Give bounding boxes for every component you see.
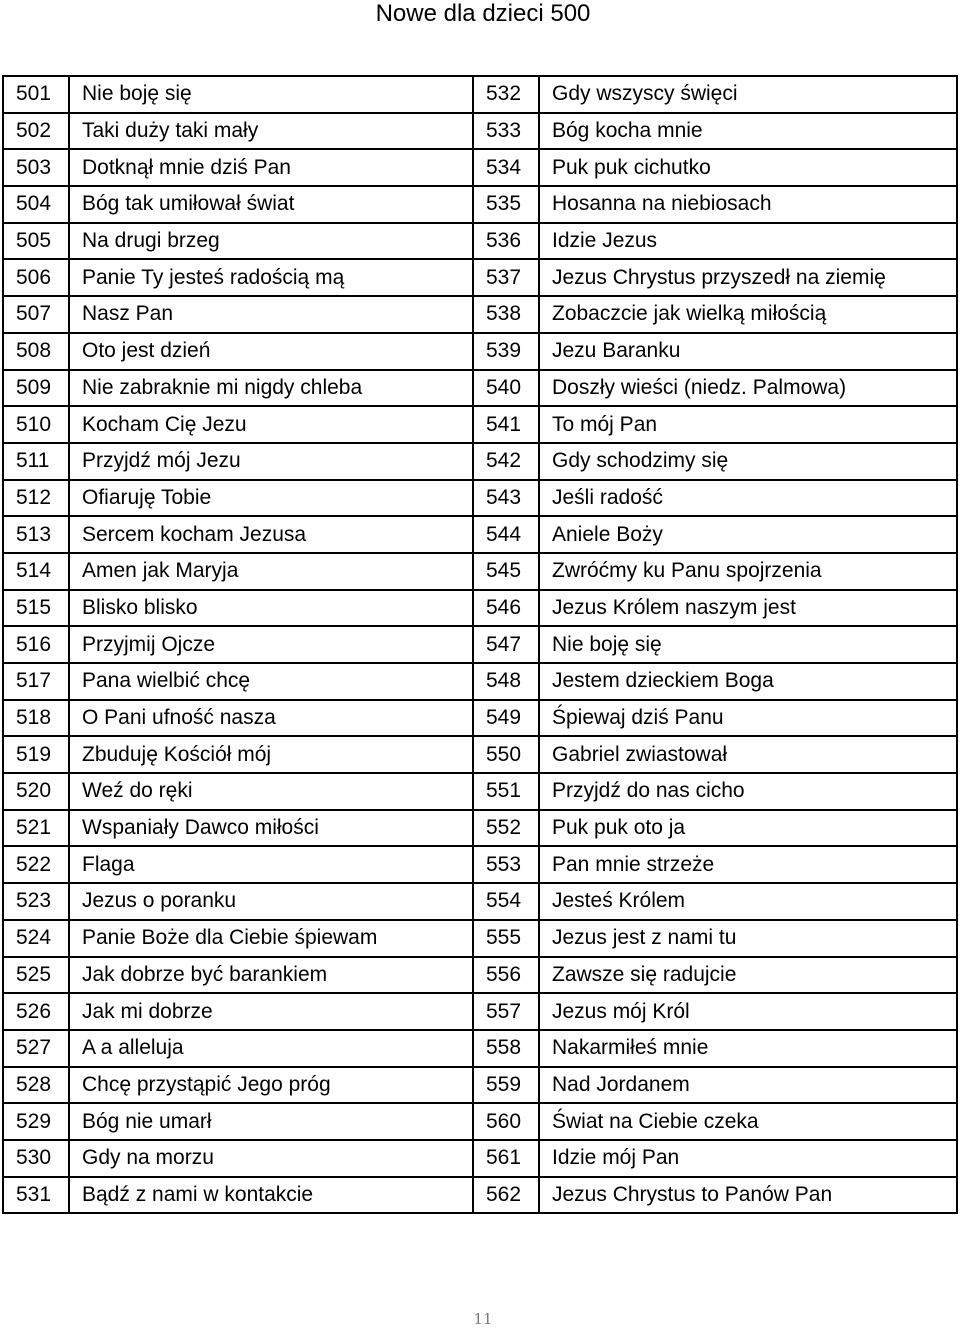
song-title-right: Nie boję się bbox=[539, 626, 957, 663]
song-title-right: Śpiewaj dziś Panu bbox=[539, 700, 957, 737]
song-title-left: Blisko blisko bbox=[69, 590, 473, 627]
table-row bbox=[3, 1177, 957, 1214]
song-number-right: 532 bbox=[473, 76, 539, 113]
song-title-right: Pan mnie strzeże bbox=[539, 846, 957, 883]
song-number-right: 545 bbox=[473, 553, 539, 590]
song-title-right: Nakarmiłeś mnie bbox=[539, 1030, 957, 1067]
song-title-right: Hosanna na niebiosach bbox=[539, 186, 957, 223]
table-row bbox=[3, 113, 957, 150]
song-title-left: Flaga bbox=[69, 846, 473, 883]
song-number-right: 542 bbox=[473, 443, 539, 480]
song-title-right: Przyjdź do nas cicho bbox=[539, 773, 957, 810]
song-number-right: 550 bbox=[473, 736, 539, 773]
song-number-right: 547 bbox=[473, 626, 539, 663]
song-number-right: 537 bbox=[473, 259, 539, 296]
song-title-left: Panie Ty jesteś radością mą bbox=[69, 259, 473, 296]
song-number-left: 501 bbox=[3, 76, 69, 113]
song-number-left: 511 bbox=[3, 443, 69, 480]
song-title-right: Bóg kocha mnie bbox=[539, 113, 957, 150]
song-number-left: 524 bbox=[3, 920, 69, 957]
song-title-left: Bóg tak umiłował świat bbox=[69, 186, 473, 223]
song-title-left: Bądź z nami w kontakcie bbox=[69, 1177, 473, 1214]
song-title-right: Świat na Ciebie czeka bbox=[539, 1103, 957, 1140]
song-title-left: Bóg nie umarł bbox=[69, 1103, 473, 1140]
song-title-left: Kocham Cię Jezu bbox=[69, 406, 473, 443]
song-number-left: 513 bbox=[3, 516, 69, 553]
song-title-left: Weź do ręki bbox=[69, 773, 473, 810]
song-index-table bbox=[2, 75, 958, 1214]
song-number-left: 507 bbox=[3, 296, 69, 333]
song-title-right: Jesteś Królem bbox=[539, 883, 957, 920]
table-row bbox=[3, 186, 957, 223]
song-title-left: Dotknął mnie dziś Pan bbox=[69, 149, 473, 186]
table-row bbox=[3, 920, 957, 957]
song-title-left: Sercem kocham Jezusa bbox=[69, 516, 473, 553]
table-row bbox=[3, 259, 957, 296]
song-number-right: 546 bbox=[473, 590, 539, 627]
song-number-right: 539 bbox=[473, 333, 539, 370]
song-title-left: Nie zabraknie mi nigdy chleba bbox=[69, 370, 473, 407]
song-number-left: 506 bbox=[3, 259, 69, 296]
song-number-right: 555 bbox=[473, 920, 539, 957]
song-title-left: Jezus o poranku bbox=[69, 883, 473, 920]
song-number-right: 558 bbox=[473, 1030, 539, 1067]
song-number-right: 553 bbox=[473, 846, 539, 883]
song-number-right: 543 bbox=[473, 480, 539, 517]
song-number-left: 503 bbox=[3, 149, 69, 186]
song-number-right: 559 bbox=[473, 1067, 539, 1104]
song-number-left: 509 bbox=[3, 370, 69, 407]
song-number-left: 521 bbox=[3, 810, 69, 847]
song-title-left: Na drugi brzeg bbox=[69, 223, 473, 260]
song-number-left: 508 bbox=[3, 333, 69, 370]
table-row bbox=[3, 553, 957, 590]
table-row bbox=[3, 480, 957, 517]
song-title-left: Taki duży taki mały bbox=[69, 113, 473, 150]
song-title-right: Jezus Królem naszym jest bbox=[539, 590, 957, 627]
song-number-right: 552 bbox=[473, 810, 539, 847]
song-number-right: 549 bbox=[473, 700, 539, 737]
song-number-left: 510 bbox=[3, 406, 69, 443]
song-number-right: 562 bbox=[473, 1177, 539, 1214]
song-title-right: Zobaczcie jak wielką miłością bbox=[539, 296, 957, 333]
table-row bbox=[3, 810, 957, 847]
table-row bbox=[3, 333, 957, 370]
song-title-right: Zawsze się radujcie bbox=[539, 957, 957, 994]
song-title-left: Chcę przystąpić Jego próg bbox=[69, 1067, 473, 1104]
table-row bbox=[3, 406, 957, 443]
song-number-left: 514 bbox=[3, 553, 69, 590]
song-number-right: 557 bbox=[473, 993, 539, 1030]
page-number: 11 bbox=[473, 1310, 493, 1328]
song-number-left: 505 bbox=[3, 223, 69, 260]
song-number-left: 512 bbox=[3, 480, 69, 517]
song-title-right: Aniele Boży bbox=[539, 516, 957, 553]
song-title-right: Jestem dzieckiem Boga bbox=[539, 663, 957, 700]
song-number-right: 536 bbox=[473, 223, 539, 260]
table-row bbox=[3, 736, 957, 773]
song-title-left: Ofiaruję Tobie bbox=[69, 480, 473, 517]
song-title-right: Jezus Chrystus przyszedł na ziemię bbox=[539, 259, 957, 296]
song-title-right: Gdy wszyscy święci bbox=[539, 76, 957, 113]
table-row bbox=[3, 626, 957, 663]
song-number-right: 560 bbox=[473, 1103, 539, 1140]
table-row bbox=[3, 883, 957, 920]
table-row bbox=[3, 1140, 957, 1177]
song-title-right: To mój Pan bbox=[539, 406, 957, 443]
table-row bbox=[3, 76, 957, 113]
song-number-left: 518 bbox=[3, 700, 69, 737]
song-number-left: 515 bbox=[3, 590, 69, 627]
song-title-right: Jezus jest z nami tu bbox=[539, 920, 957, 957]
song-title-left: Przyjmij Ojcze bbox=[69, 626, 473, 663]
song-title-right: Jezus Chrystus to Panów Pan bbox=[539, 1177, 957, 1214]
table-row bbox=[3, 443, 957, 480]
song-title-right: Idzie Jezus bbox=[539, 223, 957, 260]
song-title-left: Nasz Pan bbox=[69, 296, 473, 333]
song-number-left: 520 bbox=[3, 773, 69, 810]
song-title-left: Przyjdź mój Jezu bbox=[69, 443, 473, 480]
table-row bbox=[3, 663, 957, 700]
song-title-right: Jezus mój Król bbox=[539, 993, 957, 1030]
song-number-right: 556 bbox=[473, 957, 539, 994]
table-row bbox=[3, 700, 957, 737]
song-number-left: 525 bbox=[3, 957, 69, 994]
song-number-left: 527 bbox=[3, 1030, 69, 1067]
song-number-right: 541 bbox=[473, 406, 539, 443]
table-row bbox=[3, 1067, 957, 1104]
song-title-right: Nad Jordanem bbox=[539, 1067, 957, 1104]
song-title-left: Jak dobrze być barankiem bbox=[69, 957, 473, 994]
table-row bbox=[3, 773, 957, 810]
table-row bbox=[3, 846, 957, 883]
table-row bbox=[3, 516, 957, 553]
song-title-left: A a alleluja bbox=[69, 1030, 473, 1067]
song-title-right: Puk puk cichutko bbox=[539, 149, 957, 186]
song-title-right: Gabriel zwiastował bbox=[539, 736, 957, 773]
song-title-left: Jak mi dobrze bbox=[69, 993, 473, 1030]
song-number-left: 517 bbox=[3, 663, 69, 700]
song-number-left: 528 bbox=[3, 1067, 69, 1104]
song-number-right: 561 bbox=[473, 1140, 539, 1177]
song-title-left: Pana wielbić chcę bbox=[69, 663, 473, 700]
song-number-right: 534 bbox=[473, 149, 539, 186]
song-title-left: Wspaniały Dawco miłości bbox=[69, 810, 473, 847]
page-title: Nowe dla dzieci 500 bbox=[375, 0, 591, 27]
song-number-right: 548 bbox=[473, 663, 539, 700]
song-title-right: Jezu Baranku bbox=[539, 333, 957, 370]
song-title-left: O Pani ufność nasza bbox=[69, 700, 473, 737]
table-row bbox=[3, 590, 957, 627]
song-number-left: 529 bbox=[3, 1103, 69, 1140]
song-rows bbox=[3, 76, 957, 1213]
song-number-left: 530 bbox=[3, 1140, 69, 1177]
song-number-left: 519 bbox=[3, 736, 69, 773]
table-row bbox=[3, 149, 957, 186]
song-number-right: 535 bbox=[473, 186, 539, 223]
song-title-right: Puk puk oto ja bbox=[539, 810, 957, 847]
song-number-left: 504 bbox=[3, 186, 69, 223]
table-row bbox=[3, 1103, 957, 1140]
song-title-right: Idzie mój Pan bbox=[539, 1140, 957, 1177]
song-number-right: 544 bbox=[473, 516, 539, 553]
song-title-left: Amen jak Maryja bbox=[69, 553, 473, 590]
song-number-left: 516 bbox=[3, 626, 69, 663]
song-number-left: 502 bbox=[3, 113, 69, 150]
song-number-right: 538 bbox=[473, 296, 539, 333]
song-title-left: Nie boję się bbox=[69, 76, 473, 113]
table-row bbox=[3, 296, 957, 333]
song-number-left: 523 bbox=[3, 883, 69, 920]
song-title-right: Jeśli radość bbox=[539, 480, 957, 517]
song-number-right: 551 bbox=[473, 773, 539, 810]
song-title-left: Panie Boże dla Ciebie śpiewam bbox=[69, 920, 473, 957]
song-title-right: Zwróćmy ku Panu spojrzenia bbox=[539, 553, 957, 590]
song-title-left: Oto jest dzień bbox=[69, 333, 473, 370]
table-row bbox=[3, 223, 957, 260]
song-number-left: 526 bbox=[3, 993, 69, 1030]
song-title-right: Gdy schodzimy się bbox=[539, 443, 957, 480]
song-number-left: 531 bbox=[3, 1177, 69, 1214]
table-row bbox=[3, 370, 957, 407]
song-number-right: 554 bbox=[473, 883, 539, 920]
song-title-left: Gdy na morzu bbox=[69, 1140, 473, 1177]
table-row bbox=[3, 957, 957, 994]
song-title-right: Doszły wieści (niedz. Palmowa) bbox=[539, 370, 957, 407]
table-row bbox=[3, 993, 957, 1030]
table-row bbox=[3, 1030, 957, 1067]
song-number-left: 522 bbox=[3, 846, 69, 883]
song-number-right: 540 bbox=[473, 370, 539, 407]
song-number-right: 533 bbox=[473, 113, 539, 150]
song-title-left: Zbuduję Kościół mój bbox=[69, 736, 473, 773]
